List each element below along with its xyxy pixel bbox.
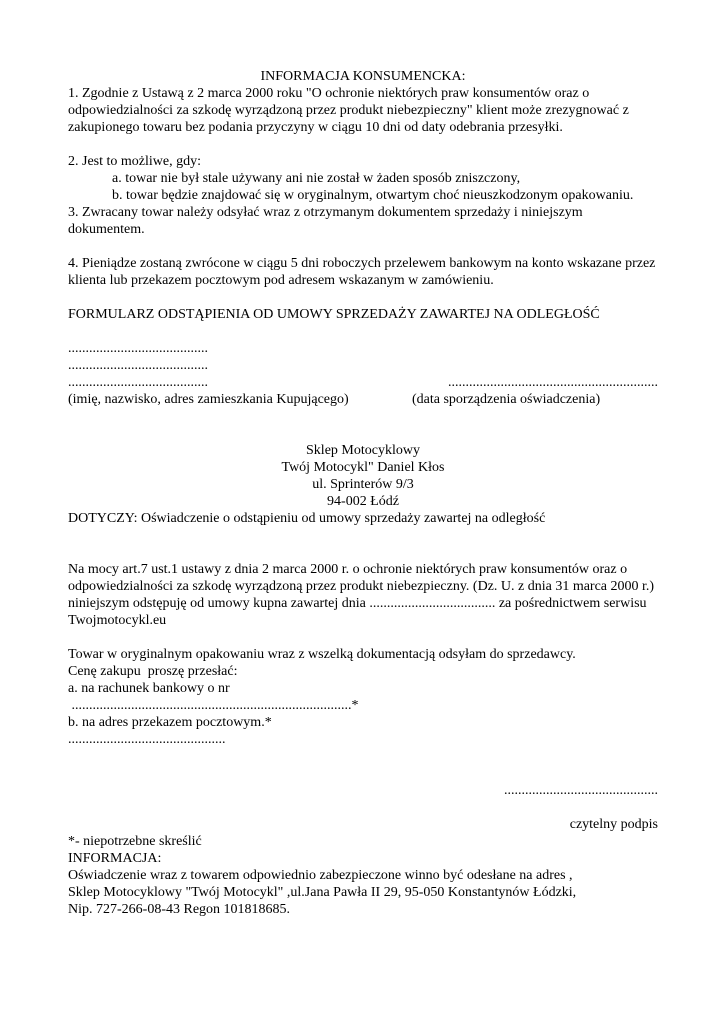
footer-line-1: Oświadczenie wraz z towarem odpowiednio zabezpieczone winno być odesłane na adres , — [68, 868, 573, 883]
info-paragraph-4: 4. Pieniądze zostaną zwrócone w ciągu 5 dni roboczych przelewem bankowym na konto wskazane przez klienta lub przekazem pocztowym pod adresem wskazanym w zamówieniu. — [68, 256, 659, 288]
option-postal-label: b. na adres przekazem pocztowym.* — [68, 715, 272, 730]
document — [68, 68, 658, 918]
recipient-name: Sklep Motocyklowy — [306, 443, 420, 458]
buyer-line-3[interactable]: ........................................ — [68, 375, 208, 390]
goods-statement: Towar w oryginalnym opakowaniu wraz z wszelką dokumentacją odsyłam do sprzedawcy. — [68, 647, 576, 662]
date-label: (data sporządzenia oświadczenia) — [412, 392, 601, 407]
info-item-b: b. towar będzie znajdować się w oryginalnym, otwartym choć nieuszkodzonym opakowaniu. — [112, 188, 634, 203]
postal-address-field[interactable]: ............................................. — [68, 732, 226, 747]
info-paragraph-1: 1. Zgodnie z Ustawą z 2 marca 2000 roku "O ochronie niektórych praw konsumentów oraz o odpowiedzialności za szkodę wyrządzoną przez produkt niebezpieczny" klient może zrezygnować z zakupionego towaru bez podania przyczyny w ciągu 10 dni od daty odebrania przesyłki. — [68, 86, 633, 135]
recipient-street: ul. Sprinterów 9/3 — [312, 477, 414, 492]
info-paragraph-2: 2. Jest to możliwe, gdy: — [68, 154, 201, 169]
info-item-a: a. towar nie był stale używany ani nie został w żaden sposób zniszczony, — [112, 171, 521, 186]
footer-line-3: Nip. 727-266-08-43 Regon 101818685. — [68, 902, 291, 917]
footer-info-title: INFORMACJA: — [68, 851, 162, 866]
buyer-date-row — [68, 374, 658, 391]
footnote: *- niepotrzebne skreślić — [68, 834, 202, 849]
option-bank-label: a. na rachunek bankowy o nr — [68, 681, 230, 696]
declaration-paragraph: Na mocy art.7 ust.1 ustawy z dnia 2 marca 2000 r. o ochronie niektórych praw konsumentów oraz o odpowiedzialności za szkodę wyrządzoną przez produkt niebezpieczny. (Dz. U. z dnia 31 marca 2000 r.) niniejszym odstępuję od umowy kupna zawartej dnia .................................... za pośrednictwem serwisu Twojmotocykl.eu — [68, 562, 658, 628]
recipient-owner: Twój Motocykl" Daniel Kłos — [281, 460, 445, 475]
date-line[interactable]: ............................................................ — [448, 375, 658, 390]
label-row — [68, 391, 658, 408]
buyer-line-1[interactable]: ........................................ — [68, 341, 208, 356]
recipient-city: 94-002 Łódź — [327, 494, 399, 509]
buyer-label: (imię, nazwisko, adres zamieszkania Kupującego) — [68, 392, 349, 407]
subject-line: DOTYCZY: Oświadczenie o odstąpieniu od umowy sprzedaży zawartej na odległość — [68, 511, 546, 526]
price-statement: Cenę zakupu proszę przesłać: — [68, 664, 238, 679]
info-title: INFORMACJA KONSUMENCKA: — [260, 69, 466, 84]
form-title: FORMULARZ ODSTĄPIENIA OD UMOWY SPRZEDAŻY ZAWARTEJ NA ODLEGŁOŚĆ — [68, 307, 600, 322]
footer-line-2: Sklep Motocyklowy "Twój Motocykl" ,ul.Jana Pawła II 29, 95-050 Konstantynów Łódzki, — [68, 885, 577, 900]
signature-label: czytelny podpis — [569, 817, 658, 832]
bank-account-field[interactable]: ................................................................................* — [68, 698, 359, 713]
signature-line[interactable]: ............................................ — [504, 783, 658, 798]
buyer-line-2[interactable]: ........................................ — [68, 358, 208, 373]
info-paragraph-3: 3. Zwracany towar należy odsyłać wraz z otrzymanym dokumentem sprzedaży i niniejszym dokumentem. — [68, 205, 587, 237]
